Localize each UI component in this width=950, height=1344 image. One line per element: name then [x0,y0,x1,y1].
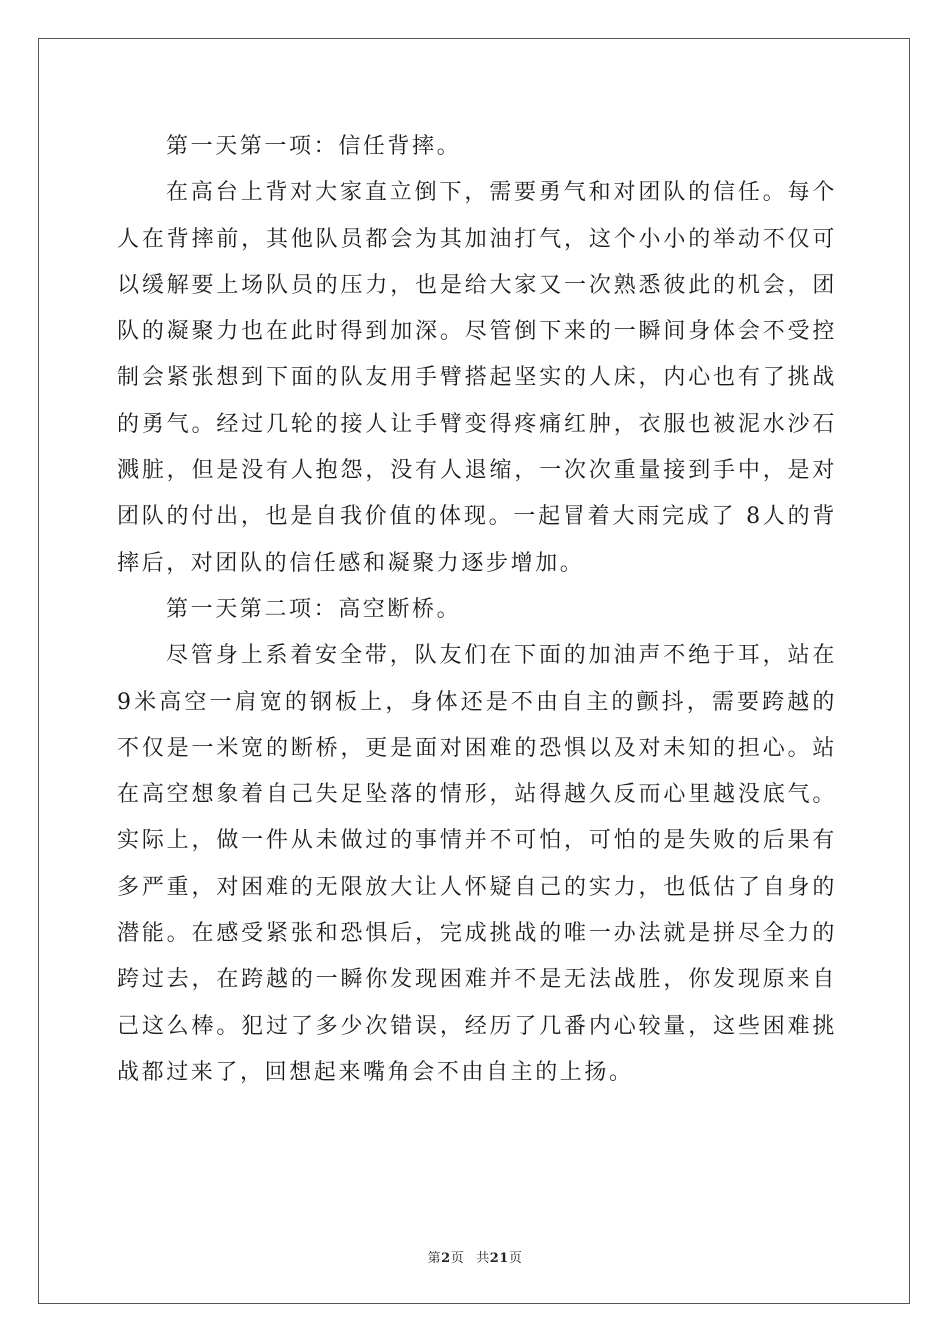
paragraph-trust-fall: 在高台上背对大家直立倒下，需要勇气和对团队的信任。每个人在背摔前，其他队员都会为其加油打气，这个小小的举动不仅可以缓解要上场队员的压力，也是给大家又一次熟悉彼此的机会，团队的凝聚力也在此时得到加深。尽管倒下来的一瞬间身体会不受控制会紧张想到下面的队友用手臂搭起坚实的人床，内心也有了挑战的勇气。经过几轮的接人让手臂变得疼痛红肿，衣服也被泥水沙石溅脏，但是没有人抱怨，没有人退缩，一次次重量接到手中，是对团队的付出，也是自我价值的体现。一起冒着大雨完成了 8人的背摔后，对团队的信任感和凝聚力逐步增加。 [117,180,837,576]
paragraph-high-bridge: 尽管身上系着安全带，队友们在下面的加油声不绝于耳，站在9米高空一肩宽的钢板上，身体还是不由自主的颤抖，需要跨越的不仅是一米宽的断桥，更是面对困难的恐惧以及对未知的担心。站在高空想象着自己失足坠落的情形，站得越久反而心里越没底气。实际上，做一件从未做过的事情并不可怕，可怕的是失败的后果有多严重，对困难的无限放大让人怀疑自己的实力，也低估了自身的潜能。在感受紧张和恐惧后，完成挑战的唯一办法就是拼尽全力的跨过去，在跨越的一瞬你发现困难并不是无法战胜，你发现原来自己这么棒。犯过了多少次错误，经历了几番内心较量，这些困难挑战都过来了，回想起来嘴角会不由自主的上扬。 [117,643,837,1085]
heading-day1-item1: 第一天第一项：信任背摔。 [166,134,462,159]
heading-day1-item2: 第一天第二项：高空断桥。 [166,596,462,622]
total-pages: 21 [489,1251,509,1266]
page-number: 2 [441,1251,451,1266]
document-body [117,124,837,1096]
total-suffix: 页 [508,1251,523,1266]
page-prefix: 第 [427,1251,442,1266]
page-suffix: 页 [450,1251,465,1266]
total-prefix: 共 [476,1251,490,1266]
page-footer [0,1247,950,1266]
